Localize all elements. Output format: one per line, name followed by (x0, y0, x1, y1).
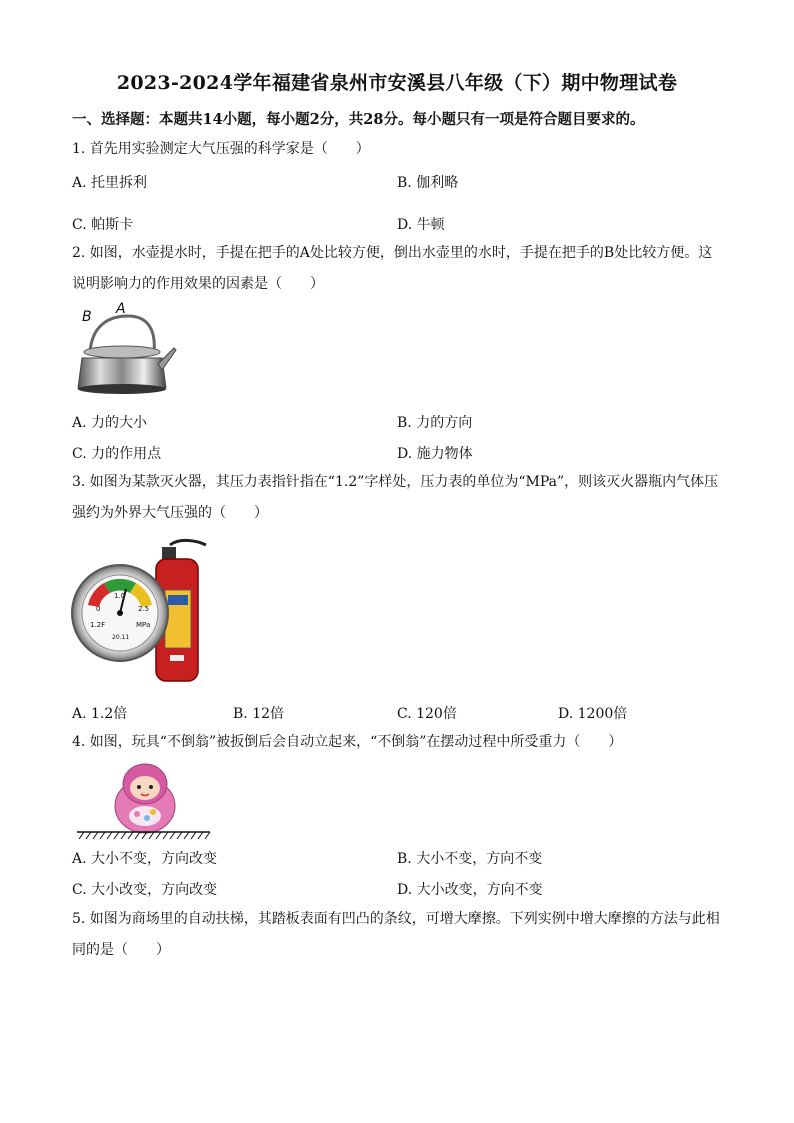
question-2-option-a: A. 力的大小 (72, 415, 148, 431)
kettle-label-b: B (82, 309, 92, 325)
question-2-stem: 2. 如图，水壶提水时，手提在把手的A处比较方便，倒出水壶里的水时，手提在把手的B处比较方便。这说明影响力的作用效果的因素是（ ） (72, 245, 713, 292)
question-1-option-d: D. 牛顿 (397, 217, 445, 233)
question-2-option-c: C. 力的作用点 (72, 446, 162, 462)
section-heading: 一、选择题：本题共14小题，每小题2分，共28分。每小题只有一项是符合题目要求的。 (72, 111, 645, 128)
question-4-option-b: B. 大小不变，方向不变 (397, 851, 543, 867)
question-2-option-d: D. 施力物体 (397, 446, 473, 462)
tumbler-toy-figure (75, 760, 215, 844)
kettle-label-a: A (116, 301, 126, 317)
gauge-label-mpa: MPa (136, 621, 151, 629)
question-4-option-c: C. 大小改变，方向改变 (72, 882, 218, 898)
question-3-option-c: C. 120倍 (397, 706, 457, 722)
question-5-stem: 5. 如图为商场里的自动扶梯，其踏板表面有凹凸的条纹，可增大摩擦。下列实例中增大摩擦的方法与此相同的是（ ） (72, 911, 720, 958)
kettle-figure (70, 300, 180, 404)
gauge-label-1-2f: 1.2F (90, 621, 106, 629)
question-3-option-a: A. 1.2倍 (72, 706, 128, 722)
question-3-option-d: D. 1200倍 (558, 706, 628, 722)
gauge-label-1-0: 1.0 (114, 592, 126, 600)
gauge-label-20-11: 20.11 (112, 634, 130, 641)
question-4-stem: 4. 如图，玩具“不倒翁”被扳倒后会自动立起来，“不倒翁”在摆动过程中所受重力（ ） (72, 734, 623, 750)
question-1-stem: 1. 首先用实验测定大气压强的科学家是（ ） (72, 141, 370, 157)
question-2-option-b: B. 力的方向 (397, 415, 473, 431)
question-3-stem: 3. 如图为某款灭火器，其压力表指针指在“1.2”字样处，压力表的单位为“MPa”，则该灭火器瓶内气体压强约为外界大气压强的（ ） (72, 474, 719, 521)
question-4-option-a: A. 大小不变，方向改变 (72, 851, 218, 867)
question-3-option-b: B. 12倍 (233, 706, 285, 722)
question-1-option-a: A. 托里拆利 (72, 175, 148, 191)
question-1-option-c: C. 帕斯卡 (72, 217, 134, 233)
page-title: 2023-2024学年福建省泉州市安溪县八年级（下）期中物理试卷 (116, 72, 678, 94)
gauge-label-0: 0 (96, 605, 101, 613)
question-1-option-b: B. 伽利略 (397, 175, 459, 191)
question-4-option-d: D. 大小改变，方向不变 (397, 882, 543, 898)
fire-extinguisher-figure (70, 535, 210, 689)
gauge-label-2-5: 2.5 (138, 605, 150, 613)
